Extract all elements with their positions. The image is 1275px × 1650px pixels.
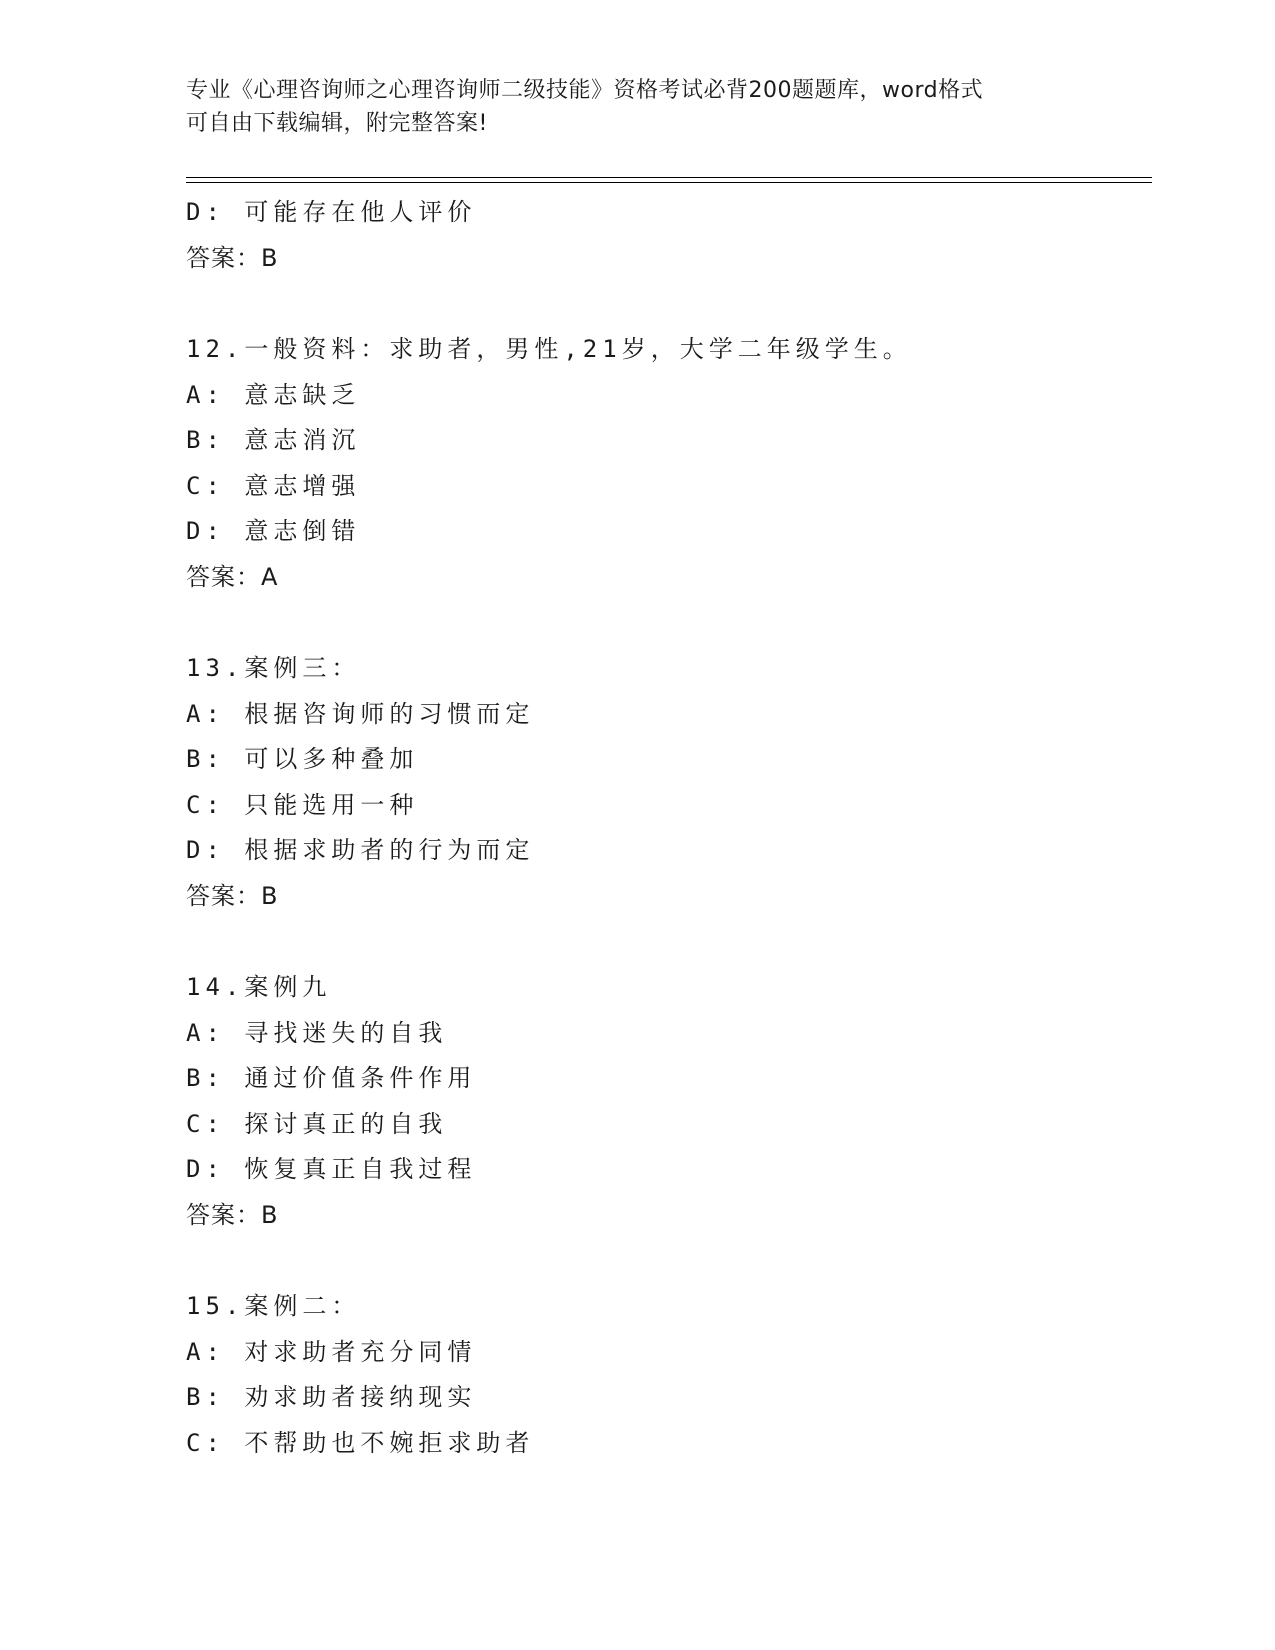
question-13-option-c: C: 只能选用一种 [186,790,419,819]
question-12-answer: 答案：A [186,562,279,591]
question-12-stem: 12.一般资料：求助者，男性,21岁，大学二年级学生。 [186,335,912,363]
header-line-2: 可自由下载编辑，附完整答案! [186,111,488,136]
header-divider-bottom [186,182,1152,183]
spacer [186,600,1146,646]
spacer [186,1238,1146,1284]
question-15-stem: 15.案例二： [186,1292,361,1320]
question-14-option-b: B: 通过价值条件作用 [186,1064,477,1092]
question-14-stem: 14.案例九 [186,973,332,1001]
question-14-option-a: A: 寻找迷失的自我 [186,1018,448,1047]
question-12-option-b: B: 意志消沉 [186,426,361,454]
question-13-option-b: B: 可以多种叠加 [186,745,419,773]
question-12-option-c: C: 意志增强 [186,471,361,500]
question-13-option-a: A: 根据咨询师的习惯而定 [186,699,535,728]
question-13-answer: 答案：B [186,881,279,910]
spacer [186,281,1146,327]
question-13-stem: 13.案例三： [186,654,361,682]
question-15-option-c: C: 不帮助也不婉拒求助者 [186,1428,535,1457]
question-list [186,190,1146,1466]
question-13-option-d: D: 根据求助者的行为而定 [186,836,535,864]
prev-answer: 答案：B [186,243,279,272]
header-divider-top [186,177,1152,178]
spacer [186,919,1146,965]
question-12-option-a: A: 意志缺乏 [186,380,361,409]
question-15-option-b: B: 劝求助者接纳现实 [186,1383,477,1411]
header-line-1: 专业《心理咨询师之心理咨询师二级技能》资格考试必背200题题库，word格式 [186,78,984,103]
document-header [186,74,1086,140]
question-12-option-d: D: 意志倒错 [186,517,361,545]
prev-option-d: D: 可能存在他人评价 [186,198,477,226]
question-14-answer: 答案：B [186,1200,279,1229]
question-15-option-a: A: 对求助者充分同情 [186,1337,477,1366]
question-14-option-c: C: 探讨真正的自我 [186,1109,448,1138]
question-14-option-d: D: 恢复真正自我过程 [186,1155,477,1183]
